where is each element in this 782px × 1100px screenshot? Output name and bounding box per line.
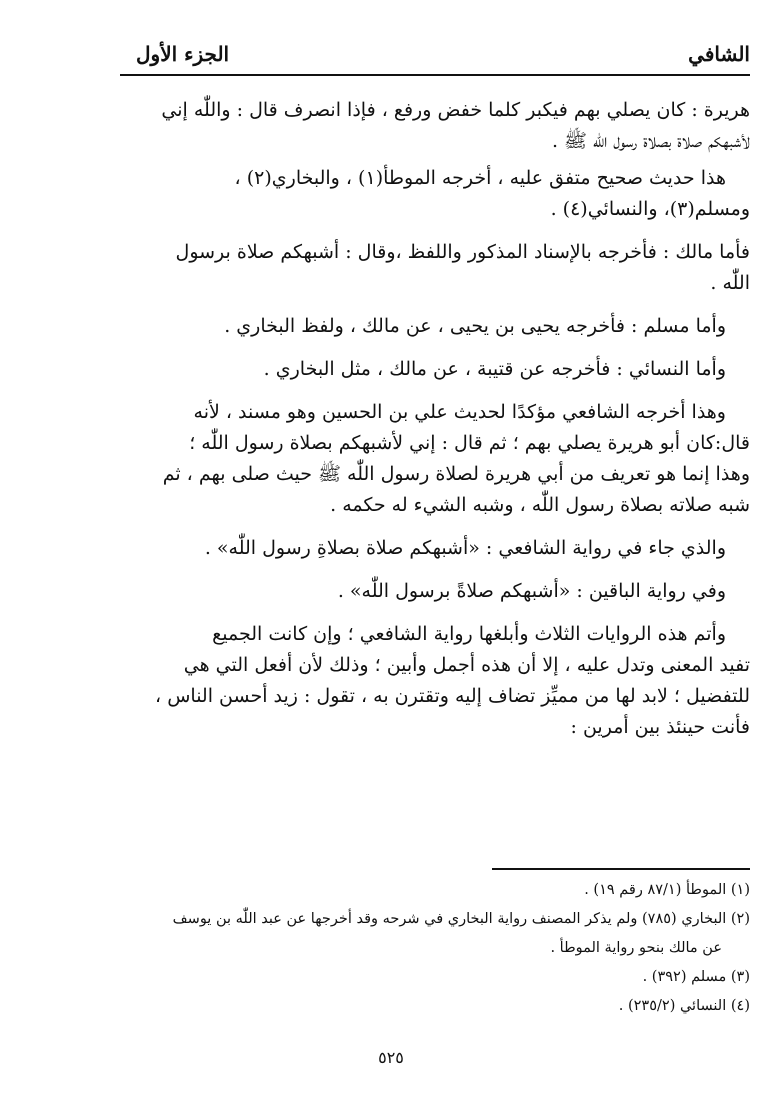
footnotes [132,876,750,1021]
header-rule [120,74,750,76]
text-line: اللّٰه . [710,272,750,294]
footnote: (٢) البخاري (٧٨٥) ولم يذكر المصنف رواية البخاري في شرحه وقد أخرجها عن عبد اللّٰه بن يوسف [172,911,750,927]
text-line: تفيد المعنى وتدل عليه ، إلا أن هذه أجمل وأبين ؛ وذلك لأن أفعل التي هي [183,654,750,676]
text-line: شبه صلاته بصلاة رسول اللّٰه ، وشبه الشيء له حكمه . [330,494,750,516]
running-header [120,40,750,76]
text-line: وفي رواية الباقين : «أشبهكم صلاةً برسول اللّٰه» . [337,580,726,602]
text-line: هريرة : كان يصلي بهم فيكبر كلما خفض ورفع ، فإذا انصرف قال : واللّٰه إني [161,99,750,121]
footnote-continuation: عن مالك بنحو رواية الموطأ . [550,940,722,956]
text-line: وهذا أخرجه الشافعي مؤكدًا لحديث علي بن الحسين وهو مسند ، لأنه [193,401,726,423]
main-text [132,95,750,743]
text-line: قال:كان أبو هريرة يصلي بهم ؛ ثم قال : إني لأشبهكم بصلاة رسول اللّٰه ؛ [189,432,750,454]
text-line: والذي جاء في رواية الشافعي : «أشبهكم صلاة بصلاةِ رسول اللّٰه» . [204,537,726,559]
volume-label: الجزء الأول [136,42,230,66]
text-line: هذا حديث صحيح متفق عليه ، أخرجه الموطأ(١) ، والبخاري(٢) ، [234,167,726,189]
text-line: وأتم هذه الروايات الثلاث وأبلغها رواية الشافعي ؛ وإن كانت الجميع [212,623,726,645]
text-line: وأما مسلم : فأخرجه يحيى بن يحيى ، عن مالك ، ولفظ البخاري . [224,315,726,337]
text-line: فأما مالك : فأخرجه بالإسناد المذكور واللفظ ،وقال : أشبهكم صلاة برسول [175,241,750,263]
text-line: وهذا إنما هو تعريف من أبي هريرة لصلاة رسول اللّٰه ﷺ حيث صلى بهم ، ثم [162,463,750,485]
page-number: ٥٢٥ [378,1048,404,1067]
book-title: الشافي [688,42,750,66]
text-line: ومسلم(٣)، والنسائي(٤) . [550,198,750,220]
footnote: (٤) النسائي (٢٣٥/٢) . [618,998,750,1014]
footnote: (١) الموطأ (٨٧/١ رقم ١٩) . [584,882,750,898]
text-line: وأما النسائي : فأخرجه عن قتيبة ، عن مالك ، مثل البخاري . [263,358,726,380]
text-line: فأنت حينئذ بين أمرين : [570,716,750,738]
text-line: للتفضيل ؛ لابد لها من مميِّز تضاف إليه وتقترن به ، تقول : زيد أحسن الناس ، [155,685,750,707]
text-line: لأشبهكم صلاة بصلاة رسول اللّٰه ﷺ . [551,130,750,152]
footnote: (٣) مسلم (٣٩٢) . [642,969,750,985]
footnote-rule [492,868,750,870]
